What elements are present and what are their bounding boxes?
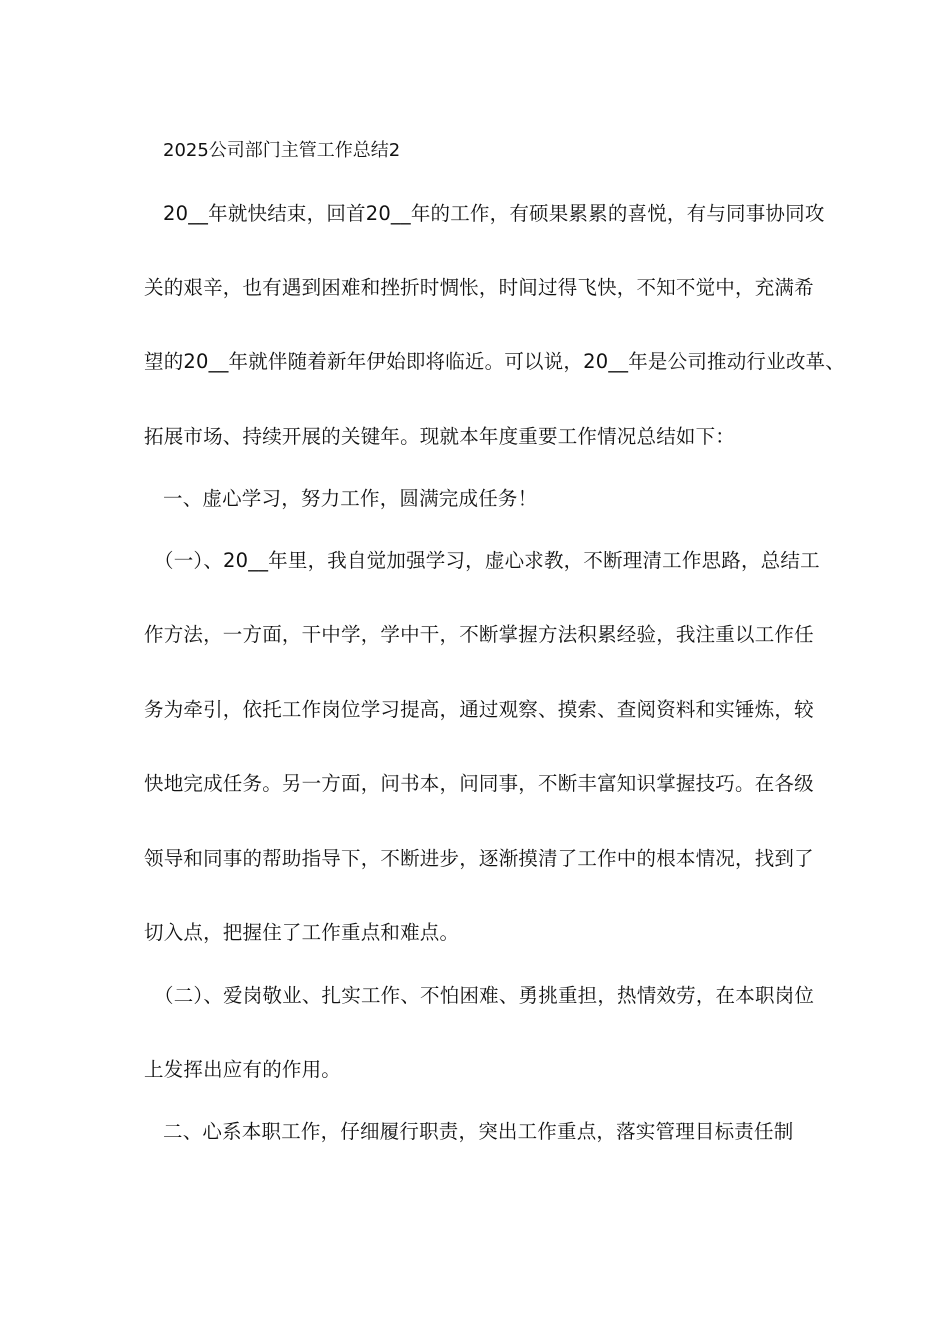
text-line: 20__年就快结束，回首20__年的工作，有硕果累累的喜悦，有与同事协同攻 — [163, 202, 825, 225]
text-line: 关的艰辛，也有遇到困难和挫折时惆怅，时间过得飞快，不知不觉中，充满希 — [144, 276, 814, 299]
text-line: 上发挥出应有的作用。 — [144, 1058, 342, 1081]
section-heading: 二、心系本职工作，仔细履行职责，突出工作重点，落实管理目标责任制 — [163, 1120, 794, 1143]
text-line: 务为牵引，依托工作岗位学习提高，通过观察、摸索、查阅资料和实锤炼，较 — [144, 698, 814, 721]
text-line: 拓展市场、持续开展的关键年。现就本年度重要工作情况总结如下： — [144, 425, 736, 448]
text-line: 切入点，把握住了工作重点和难点。 — [144, 921, 460, 944]
text-line: 望的20__年就伴随着新年伊始即将临近。可以说，20__年是公司推动行业改革、 — [144, 350, 845, 373]
section-heading: 一、虚心学习，努力工作，圆满完成任务！ — [163, 487, 538, 510]
text-line: （一）、20__年里，我自觉加强学习，虚心求教，不断理清工作思路，总结工 — [154, 549, 820, 572]
text-line: 快地完成任务。另一方面，问书本，问同事，不断丰富知识掌握技巧。在各级 — [144, 772, 814, 795]
text-line: 领导和同事的帮助指导下，不断进步，逐渐摸清了工作中的根本情况，找到了 — [144, 847, 814, 870]
document-title: 2025公司部门主管工作总结2 — [163, 140, 401, 161]
text-line: 作方法，一方面，干中学，学中干，不断掌握方法积累经验，我注重以工作任 — [144, 623, 814, 646]
text-line: （二）、爱岗敬业、扎实工作、不怕困难、勇挑重担，热情效劳，在本职岗位 — [154, 984, 815, 1007]
